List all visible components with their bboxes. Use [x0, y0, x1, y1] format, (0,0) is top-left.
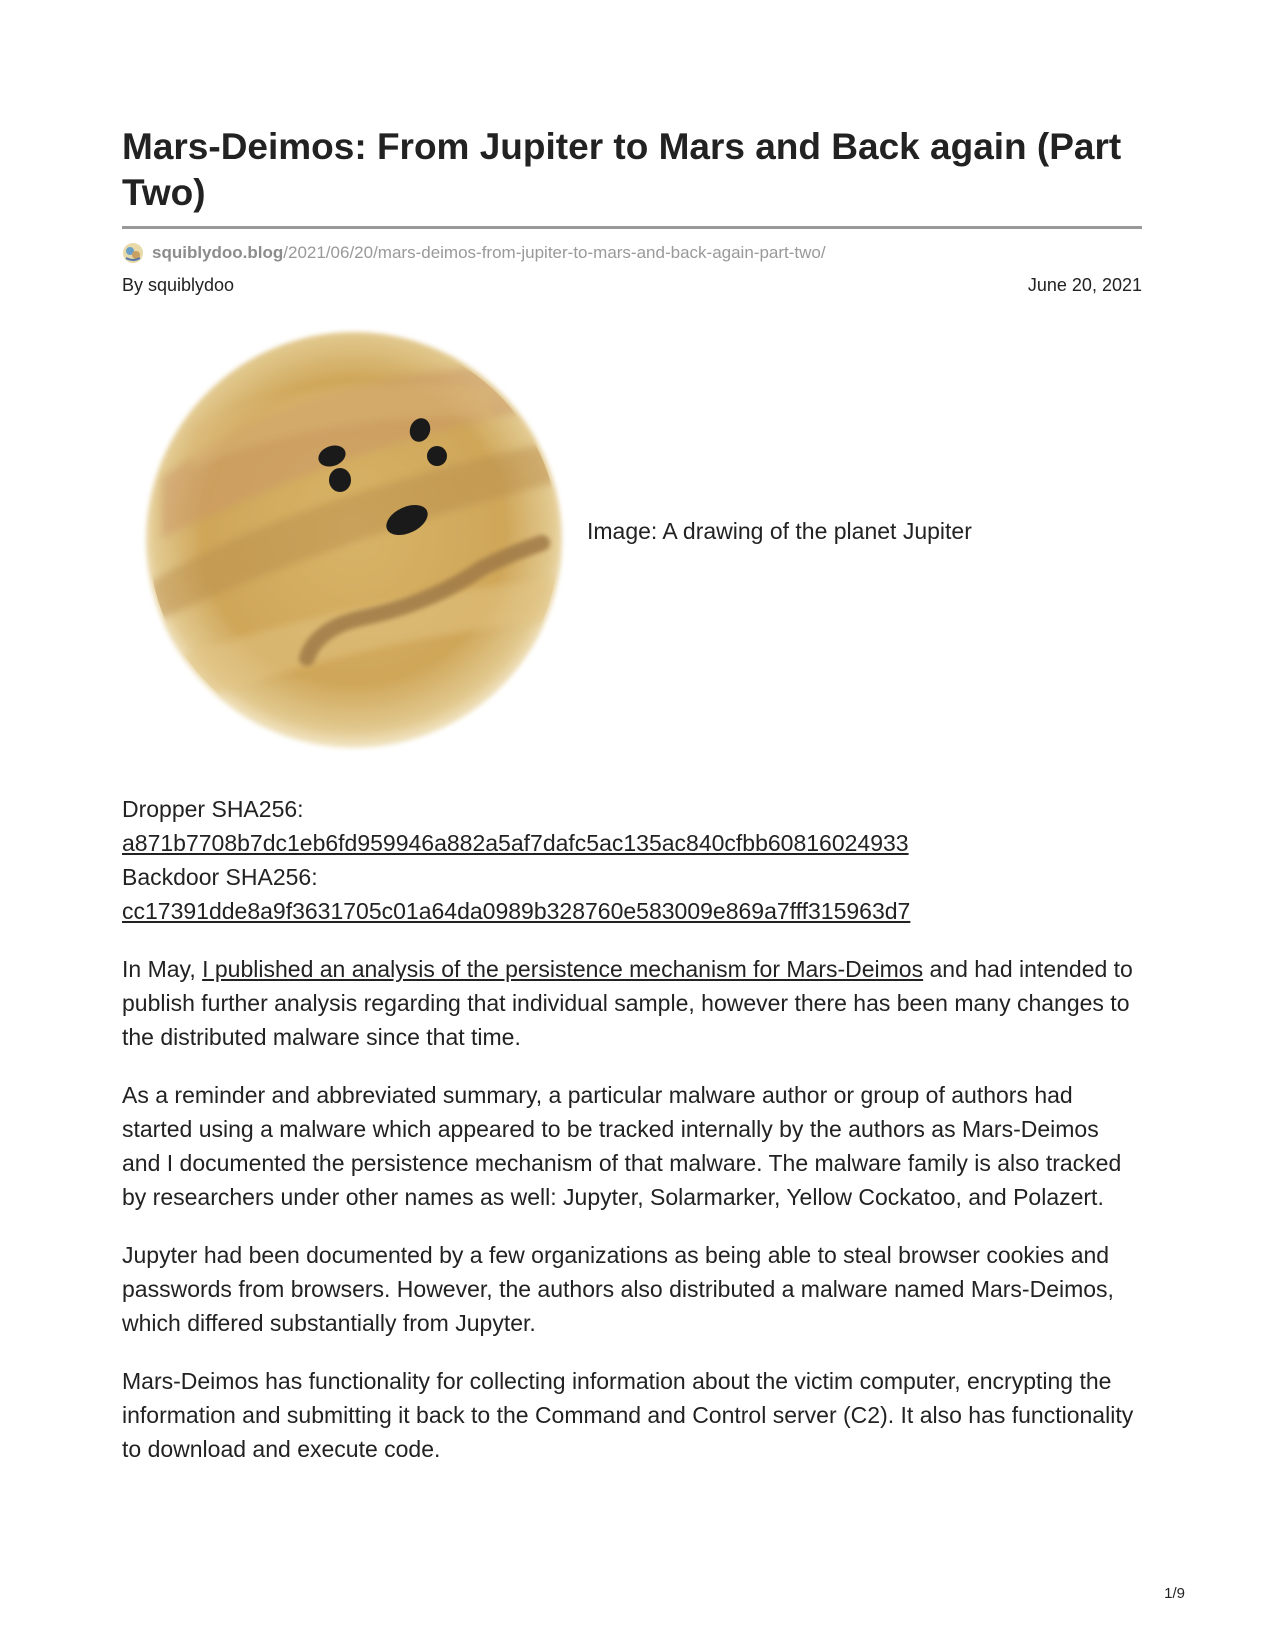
paragraph-2: As a reminder and abbreviated summary, a particular malware author or group of authors had started using a malware which appeared to be tracked internally by the authors as Mars-Deimos and I documented the persistence mechanism of that malware. The malware family is also tracked by researchers under other names as well: Jupyter, Solarmarker, Yellow Cockatoo, and Polazert.: [122, 1082, 1122, 1210]
document-page: [122, 124, 1142, 1466]
persistence-analysis-link[interactable]: I published an analysis of the persistence mechanism for Mars-Deimos: [202, 956, 924, 982]
site-favicon-icon: [122, 242, 144, 264]
source-url-line: [122, 239, 1142, 267]
dropper-hash-label: Dropper SHA256:: [122, 796, 304, 822]
jupiter-drawing-image: [132, 328, 582, 768]
figure-caption: Image: A drawing of the planet Jupiter: [587, 518, 972, 544]
publish-date: June 20, 2021: [1027, 275, 1142, 295]
paragraph-1-rest: and had intended to publish further analysis regarding that individual sample, however there has been many changes to the distributed malware since that time.: [122, 956, 1133, 1050]
byline-row: [122, 275, 1142, 296]
source-domain[interactable]: squiblydoo.blog: [152, 243, 284, 262]
backdoor-hash-label: Backdoor SHA256:: [122, 864, 318, 890]
author-byline: By squiblydoo: [122, 275, 235, 295]
page-number: 1/9: [1164, 1585, 1185, 1602]
paragraph-1: [122, 952, 1142, 1054]
jupiter-figure: [122, 328, 1142, 768]
paragraph-3: Jupyter had been documented by a few organizations as being able to steal browser cookies and passwords from browsers. However, the authors also distributed a malware named Mars-Deimos, which differed substantially from Jupyter.: [122, 1242, 1114, 1336]
page-title: Mars-Deimos: From Jupiter to Mars and Back again (Part Two): [122, 124, 1142, 229]
backdoor-hash-link[interactable]: cc17391dde8a9f3631705c01a64da0989b328760e583009e869a7fff315963d7: [122, 898, 911, 924]
paragraph-1-intro: In May,: [122, 956, 203, 982]
dropper-hash-link[interactable]: a871b7708b7dc1eb6fd959946a882a5af7dafc5ac135ac840cfbb60816024933: [122, 830, 909, 856]
paragraph-4: Mars-Deimos has functionality for collecting information about the victim computer, encrypting the information and submitting it back to the Command and Control server (C2). It also has functionality to download and execute code.: [122, 1368, 1134, 1462]
hash-block: [122, 792, 1142, 928]
source-path[interactable]: /2021/06/20/mars-deimos-from-jupiter-to-mars-and-back-again-part-two/: [283, 243, 826, 262]
